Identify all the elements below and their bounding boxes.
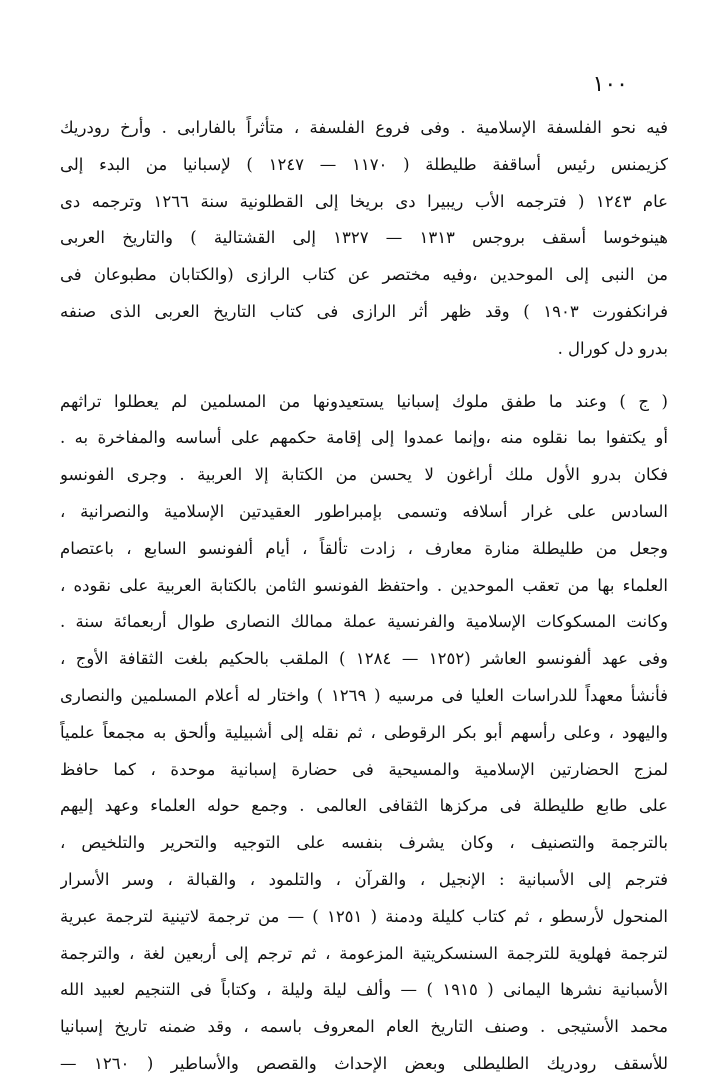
text-line: للأسقف رودريك الطليطلى وبعض الإحداث والقصص والأساطير ( ١٢٦٠ — (60, 1053, 668, 1073)
text-line: فرانكفورت ١٩٠٣ ) وقد ظهر أثر الرازى فى كتاب التاريخ العربى الذى صنفه (60, 301, 668, 321)
text-line: وجعل من طليطلة منارة معارف ، زادت تألقاً ، أيام ألفونسو السابع ، باعتصام (60, 538, 668, 558)
paragraph-2 (60, 384, 668, 1083)
text-line: بالترجمة والتصنيف ، وكان يشرف بنفسه على التوجيه والتحرير والتلخيص ، (60, 833, 668, 853)
text-line: فأنشأ معهداً للدراسات العليا فى مرسيه ( ١٢٦٩ ) واختار له أعلام المسلمين والنصارى (60, 685, 668, 705)
text-line: واليهود ، وعلى رأسهم أبو بكر الرقوطى ، ثم نقله إلى أشبيلية وألحق به مجمعاً علمياً (60, 722, 668, 742)
text-line: فيه نحو الفلسفة الإسلامية . وفى فروع الفلسفة ، متأثراً بالفارابى . وأرخ رودريك (60, 118, 668, 137)
text-line: عام ١٢٤٣ ( فترجمه الأب ريبيرا دى بريخا إلى القطلونية سنة ١٢٦٦ وترجمه دى (60, 191, 668, 211)
text-line: هينوخوسا أسقف بروجس ١٣١٣ — ١٣٢٧ إلى القشتالية ) والتاريخ العربى (60, 228, 668, 248)
text-line: كزيمنس رئيس أساقفة طليطلة ( ١١٧٠ — ١٢٤٧ ) لإسبانيا من البدء إلى (60, 154, 668, 174)
paragraph-1 (60, 110, 668, 368)
text-line: وفى عهد ألفونسو العاشر (١٢٥٢ — ١٢٨٤ ) الملقب بالحكيم بلغت الثقافة الأوج ، (60, 649, 668, 669)
text-line: العلماء بها من تعقب الموحدين . واحتفظ الفونسو الثامن بالكتابة العربية على نقوده ، (60, 575, 668, 595)
text-line: المنحول لأرسطو ، ثم كتاب كليلة ودمنة ( ١٢٥١ ) — من ترجمة لاتينية لترجمة عبرية (60, 906, 668, 926)
text-line: بدرو دل كورال . (557, 338, 668, 358)
text-line: محمد الأستيجى . وصنف التاريخ العام المعروف باسمه ، وقد ضمنه تاريخ إسبانيا (60, 1017, 668, 1037)
text-line: وكانت المسكوكات الإسلامية والفرنسية عملة ممالك النصارى طوال أربعمائة سنة . (60, 612, 668, 632)
text-line: لمزج الحضارتين الإسلامية والمسيحية فى حضارة إسبانية موحدة ، كما حافظ (60, 759, 668, 779)
text-line: أو يكتفوا بما نقلوه منه ،وإنما عمدوا إلى إقامة حكمهم على أساسه والمفاخرة به . (60, 428, 668, 448)
page-number: ١٠٠ (592, 72, 628, 97)
text-line: فترجم إلى الأسبانية : الإنجيل ، والقرآن ، والتلمود ، والقبالة ، وسر الأسرار (60, 869, 668, 889)
paragraph-spacer (60, 368, 668, 384)
text-line: الأسبانية نشرها اليمانى ( ١٩١٥ ) — وألف ليلة وليلة ، وكتاباً فى التنجيم لعبيد الله (60, 980, 668, 1000)
text-line: فكان بدرو الأول ملك أراغون لا يحسن من الكتابة إلا العربية . وجرى الفونسو (60, 465, 668, 485)
body-text (60, 110, 668, 1083)
text-line: لترجمة فهلوية للترجمة السنسكريتية المزعومة ، ثم ترجم إلى أربعين لغة ، والترجمة (60, 943, 668, 963)
text-line: من النبى إلى الموحدين ،وفيه مختصر عن كتاب الرازى (والكتابان مطبوعان فى (60, 265, 668, 285)
text-line: ( ج ) وعند ما طفق ملوك إسبانيا يستعيدونها من المسلمين لم يعطلوا تراثهم (60, 391, 668, 411)
text-line: على طابع طليطلة فى مركزها الثقافى العالمى . وجمع حوله العلماء وعهد إليهم (60, 796, 668, 816)
text-line: السادس على غرار أسلافه وتسمى بإمبراطور العقيدتين الإسلامية والنصرانية ، (60, 501, 668, 521)
